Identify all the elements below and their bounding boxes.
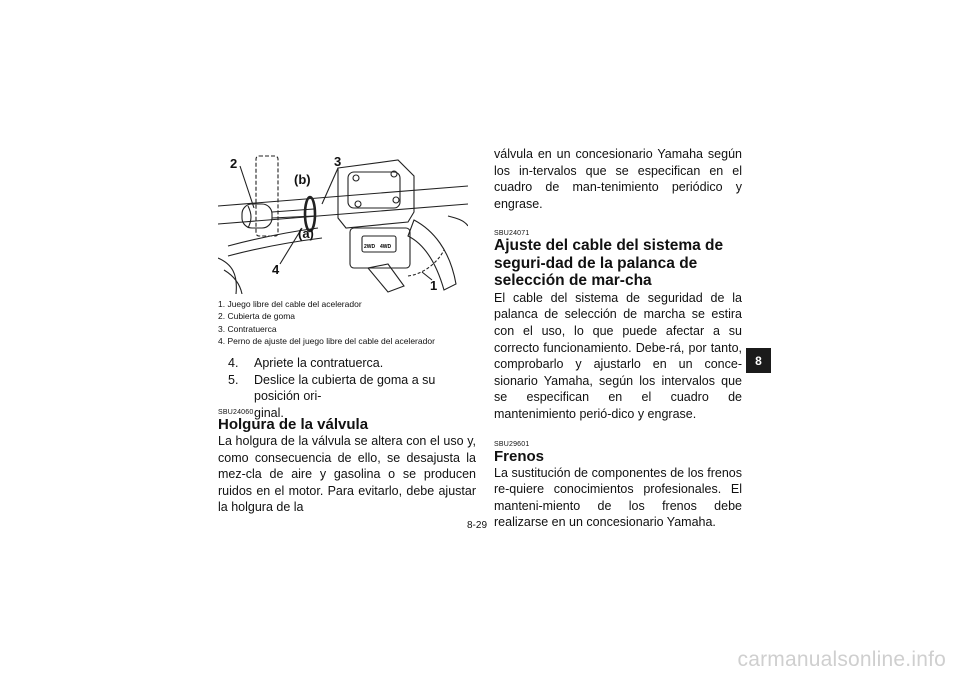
caption-item: 3. Contratuerca (218, 323, 277, 334)
figure-label-2: 2 (230, 156, 238, 171)
section-code: SBU24071 (494, 230, 530, 238)
section-code: SBU29601 (494, 440, 530, 448)
section-body: El cable del sistema de seguridad de la palanca de selección de marcha se estira con el uso, lo que puede afectar a su correcto funcionamiento. Debe-rá, por tanto, comprobarlo y ajustarlo en un conce-sionario Yamaha, según los intervalos que se especifican en el cuadro de mantenimiento perió-dico y engrase. (494, 290, 742, 422)
right-column (494, 146, 742, 531)
caption-item: 4. Perno de ajuste del juego libre del cable del acelerador (218, 335, 435, 346)
section-valve-clearance (218, 409, 476, 516)
step-text: Deslice la cubierta de goma a su posición ori- ginal. (254, 372, 436, 420)
switch-label-4wd: 4WD (380, 244, 392, 250)
step-text: Apriete la contratuerca. (254, 356, 384, 370)
section-code: SBU24060 (218, 409, 254, 416)
section-title: Ajuste del cable del sistema de seguri-dad de la palanca de selección de mar-cha (494, 237, 724, 290)
caption-item: 1. Juego libre del cable del acelerador (218, 299, 362, 309)
section-body: La sustitución de componentes de los frenos re-quiere conocimientos profesionales. El manteni-miento de los frenos debe realizarse en un concesionario Yamaha. (494, 465, 742, 530)
step-number: 5. (228, 372, 239, 387)
chapter-tab: 8 (746, 348, 771, 373)
figure-label-a: (a) (298, 226, 314, 241)
step-item (218, 355, 476, 372)
throttle-cable-illustration (218, 146, 468, 294)
figure-label-4: 4 (272, 262, 280, 277)
step-number: 4. (228, 356, 239, 370)
watermark: carmanualsonline.info (737, 648, 946, 671)
continued-paragraph: válvula en un concesionario Yamaha según los in-tervalos que se especifican en el cuadro de man-tenimiento periódico y engrase. (494, 147, 742, 211)
page-number: 8-29 (467, 520, 488, 531)
section-title: Holgura de la válvula (218, 416, 369, 433)
figure-label-b: (b) (294, 172, 311, 187)
figure-captions (218, 298, 478, 347)
section-body: La holgura de la válvula se altera con el uso y, como consecuencia de ello, se desajusta la mez-cla de aire y gasolina o se producen ruidos en el motor. Para evitarlo, debe ajustar la holgura de la (218, 434, 476, 515)
figure-label-1: 1 (430, 278, 438, 293)
figure-label-3: 3 (334, 154, 342, 169)
caption-item: 2. Cubierta de goma (218, 311, 296, 322)
section-title: Frenos (494, 447, 545, 465)
switch-label-2wd: 2WD (364, 244, 376, 250)
